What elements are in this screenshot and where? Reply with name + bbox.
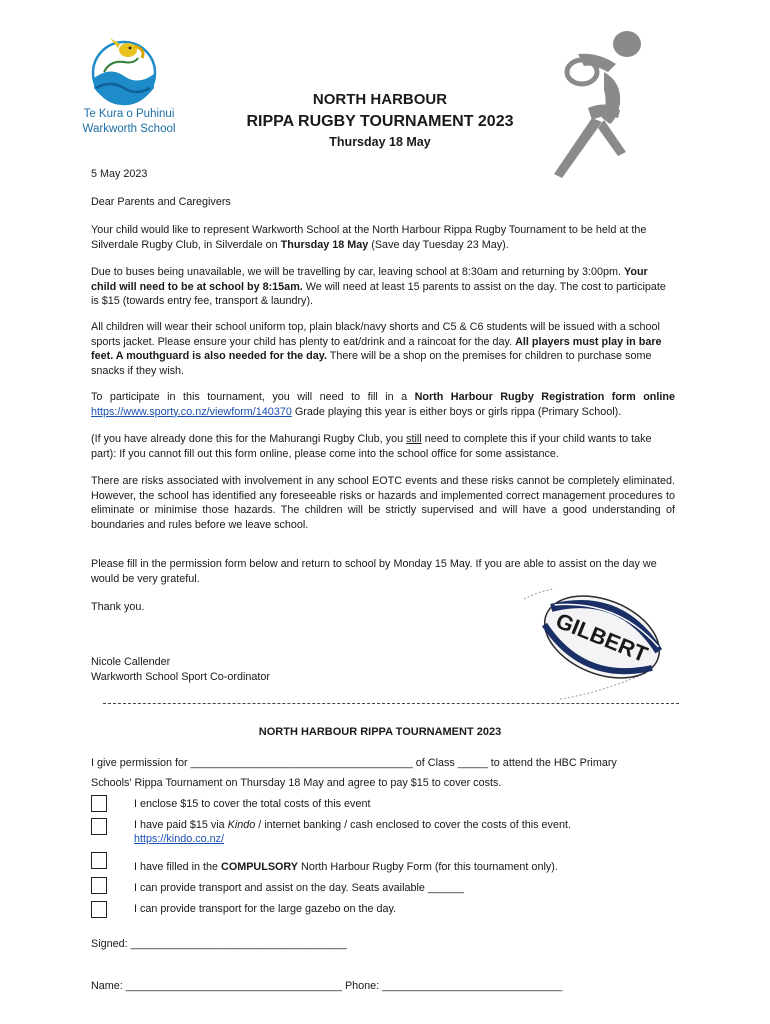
- form-title: NORTH HARBOUR RIPPA TOURNAMENT 2023: [258, 726, 502, 738]
- page-title-line1: NORTH HARBOUR: [312, 91, 448, 108]
- emphasis-text: still: [406, 433, 422, 445]
- paragraph-registration: [91, 390, 675, 419]
- checkbox-compulsory-form[interactable]: [91, 852, 107, 869]
- school-name-english: Warkworth School: [82, 123, 176, 135]
- page-title-line2: RIPPA RUGBY TOURNAMENT 2023: [246, 113, 514, 130]
- school-logo: [80, 32, 180, 142]
- ball-brand-text: GILBERT: [552, 607, 652, 668]
- option-kindo-link-line: [134, 832, 694, 847]
- checkbox-transport-assist[interactable]: [91, 877, 107, 894]
- option-compulsory-form: [134, 860, 694, 875]
- registration-form-text: North Harbour Rugby Registration form online: [414, 391, 675, 403]
- option-gazebo-transport: I can provide transport for the large gazebo on the day.: [134, 903, 397, 915]
- kindo-link[interactable]: https://kindo.co.nz/: [134, 833, 225, 845]
- option-text: I have filled in the: [134, 861, 222, 873]
- page-subtitle: Thursday 18 May: [329, 135, 431, 149]
- option-enclose-payment: I enclose $15 to cover the total costs of this event: [134, 798, 371, 810]
- option-paid-kindo: [134, 818, 694, 833]
- paragraph-text: Your child would like to represent Warkworth School at the North Harbour Rippa Rugby Tournament to be held at the Silverdale Rugby Club, in Silverdale on: [91, 224, 647, 251]
- rugby-ball-image: [520, 565, 670, 705]
- school-name-maori: Te Kura o Puhinui: [83, 108, 175, 120]
- letter-greeting: Dear Parents and Caregivers: [91, 196, 231, 208]
- option-text: North Harbour Rugby Form (for this tournament only).: [298, 861, 558, 873]
- paragraph-text: (If you have already done this for the Mahurangi Rugby Club, you: [91, 433, 407, 445]
- paragraph-text: (Save day Tuesday 23 May).: [368, 238, 509, 251]
- paragraph-return-form: Please fill in the permission form below and return to school by Monday 15 May. If you are able to assist on the day we would be very grateful.: [91, 558, 657, 585]
- paragraph-transport: [91, 265, 675, 309]
- rugby-player-icon: [548, 24, 648, 184]
- letter-thanks: Thank you.: [91, 601, 145, 613]
- paragraph-risks: There are risks associated with involvement in any school EOTC events and these risks cannot be completely eliminated. However, the school has identified any foreseeable risks or hazards and implemented correct management procedures to eliminate or minimise those hazards. The children will be strictly supervised and will have a good understanding of boundaries and rules before we leave school.: [91, 475, 675, 531]
- paragraph-text: Due to buses being unavailable, we will be travelling by car, leaving school at 8:30am and returning by 3:00pm.: [91, 266, 624, 278]
- paragraph-text: To participate in this tournament, you will need to fill in a: [91, 391, 415, 403]
- paragraph-text: There will be a shop on the premises for children to purchase some snacks if they wish.: [91, 350, 652, 377]
- letter-date: 5 May 2023: [91, 168, 148, 180]
- name-phone-line: Name: ____________________________________ Phone: ______________________________: [91, 980, 563, 992]
- paragraph-text: need to complete this if your child wants to take part): If you cannot fill out this form online, please come into the school office for some assistance.: [91, 433, 652, 460]
- option-text: I have paid $15 via: [134, 819, 228, 831]
- paragraph-mahurangi: [91, 432, 675, 461]
- signer-role: Warkworth School Sport Co-ordinator: [91, 671, 271, 683]
- signer-name: Nicole Callender: [91, 656, 171, 668]
- rugby-player-graphic: [548, 24, 648, 184]
- paragraph-text: We will need at least 15 parents to assist on the day. The cost to participate is $15 (towards entry fee, transport & laundry).: [91, 280, 666, 308]
- tear-off-line: [103, 703, 679, 704]
- paragraph-text: All children will wear their school uniform top, plain black/navy shorts and C5 & C6 students will be issued with a school sports jacket. Please ensure your child has plenty to eat/drink and a raincoat for the day.: [91, 321, 660, 348]
- school-crest-icon: [80, 32, 180, 112]
- paragraph-uniform: [91, 320, 675, 378]
- option-text: / internet banking / cash enclosed to cover the costs of this event.: [255, 819, 571, 831]
- kindo-text: Kindo: [227, 819, 256, 831]
- checkbox-paid-kindo[interactable]: [91, 818, 107, 835]
- arrival-time-text: Your child will need to be at school by 8:15am.: [91, 266, 648, 293]
- checkbox-enclose-payment[interactable]: [91, 795, 107, 812]
- form-permission-line1: I give permission for _____________________________________ of Class _____ to attend the HBC Primary: [91, 757, 617, 769]
- event-date-text: Thursday 18 May: [280, 238, 369, 251]
- signature-line: Signed: ____________________________________: [91, 938, 347, 950]
- paragraph-intro: [91, 223, 675, 252]
- requirements-text: All players must play in bare feet. A mouthguard is also needed for the day.: [91, 335, 662, 363]
- option-transport-assist: I can provide transport and assist on the day. Seats available ______: [134, 882, 464, 894]
- paragraph-text: Grade playing this year is either boys or girls rippa (Primary School).: [291, 405, 622, 418]
- registration-link[interactable]: https://www.sporty.co.nz/viewform/140370: [91, 405, 292, 418]
- rugby-ball-icon: [520, 565, 670, 705]
- checkbox-gazebo-transport[interactable]: [91, 901, 107, 918]
- form-permission-line2: Schools' Rippa Tournament on Thursday 18 May and agree to pay $15 to cover costs.: [91, 777, 502, 789]
- compulsory-text: COMPULSORY: [221, 861, 299, 873]
